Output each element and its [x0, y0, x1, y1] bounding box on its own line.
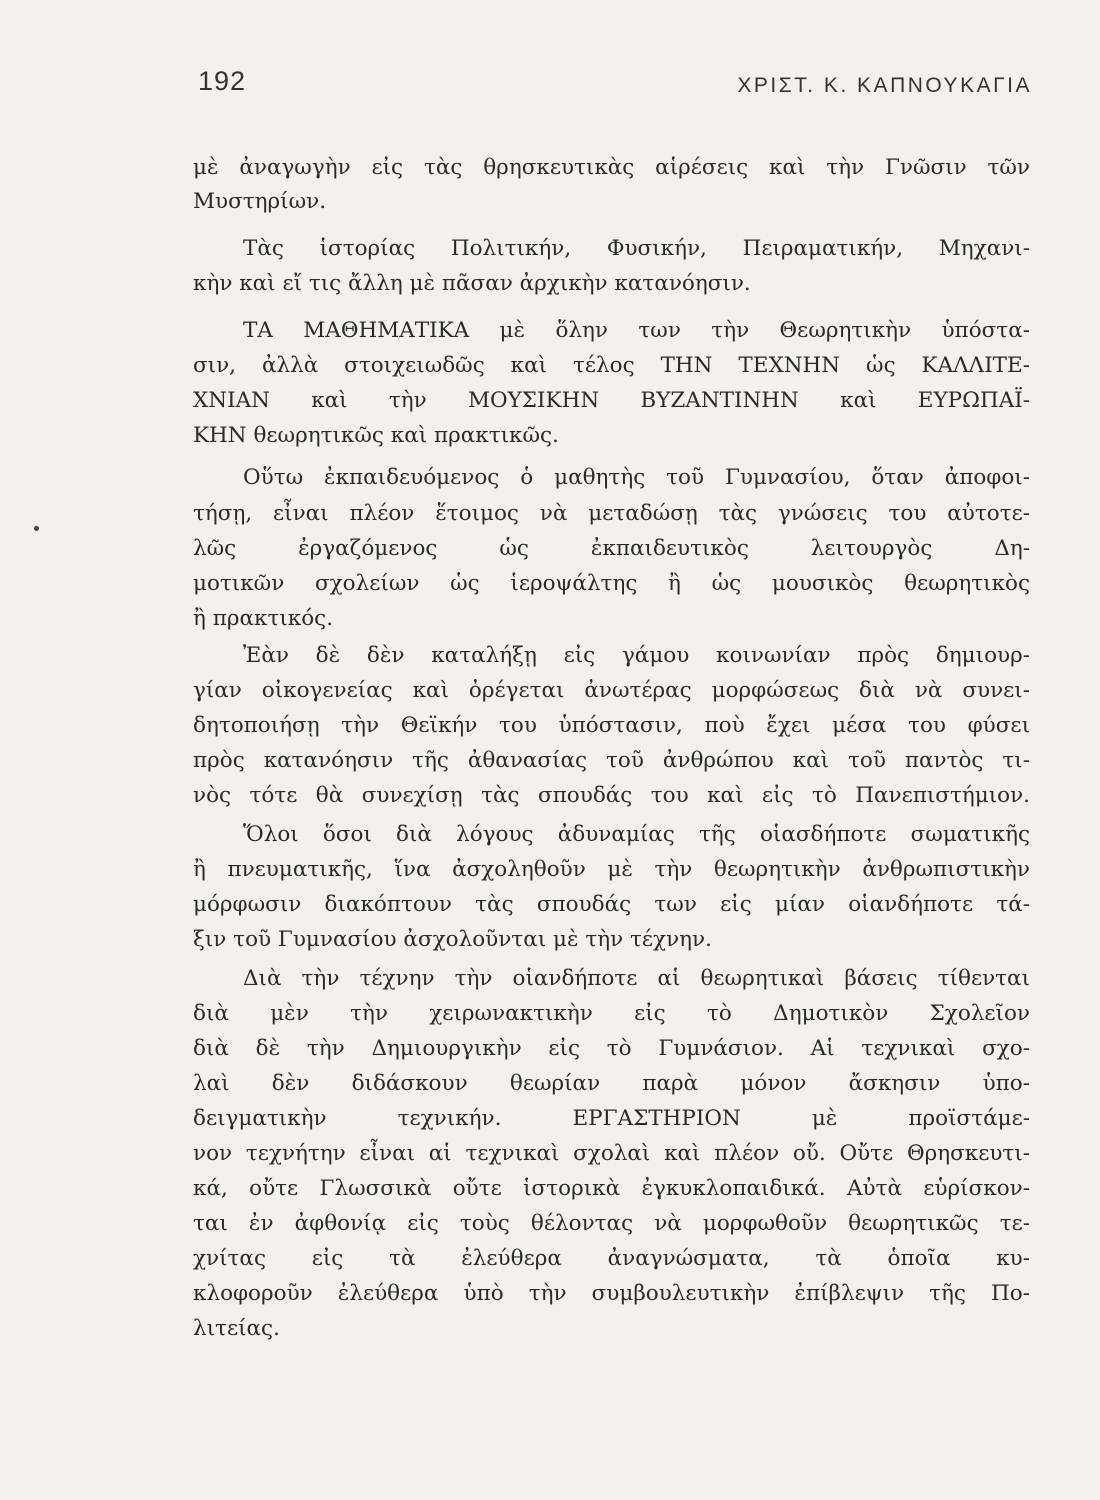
text-line: Τὰς ἱστορίας Πολιτικήν, Φυσικήν, Πειραματικήν, Μηχανι-: [243, 236, 1030, 261]
text-line: λαὶ δὲν διδάσκουν θεωρίαν παρὰ μόνον ἄσκησιν ὑπο-: [193, 1071, 1030, 1096]
text-line: μὲ ἀναγωγὴν εἰς τὰς θρησκευτικὰς αἱρέσεις καὶ τὴν Γνῶσιν τῶν: [193, 155, 1030, 180]
text-line: μοτικῶν σχολείων ὡς ἱεροψάλτης ἢ ὡς μουσικὸς θεωρητικὸς: [193, 571, 1030, 596]
text-line: διὰ μὲν τὴν χειρωνακτικὴν εἰς τὸ Δημοτικὸν Σχολεῖον: [193, 1001, 1030, 1026]
text-line: ξιν τοῦ Γυμνασίου ἀσχολοῦνται μὲ τὴν τέχνην.: [193, 927, 712, 952]
text-line: δητοποιήσῃ τὴν Θεϊκήν του ὑπόστασιν, ποὺ ἔχει μέσα του φύσει: [193, 713, 1030, 738]
text-line: ΚΗΝ θεωρητικῶς καὶ πρακτικῶς.: [193, 423, 559, 448]
text-line: διὰ δὲ τὴν Δημιουργικὴν εἰς τὸ Γυμνάσιον. Αἱ τεχνικαὶ σχο-: [193, 1036, 1030, 1061]
text-line: πρὸς κατανόησιν τῆς ἀθανασίας τοῦ ἀνθρώπου καὶ τοῦ παντὸς τι-: [193, 748, 1030, 773]
text-line: χνίτας εἰς τὰ ἐλεύθερα ἀναγνώσματα, τὰ ὁποῖα κυ-: [193, 1246, 1030, 1271]
text-line: Ὅλοι ὅσοι διὰ λόγους ἀδυναμίας τῆς οἱασδήποτε σωματικῆς: [243, 822, 1030, 847]
body-text: [193, 148, 1030, 1341]
text-line: ται ἐν ἀφθονίᾳ εἰς τοὺς θέλοντας νὰ μορφωθοῦν θεωρητικῶς τε-: [193, 1211, 1030, 1236]
text-line: νὸς τότε θὰ συνεχίσῃ τὰς σπουδάς του καὶ εἰς τὸ Πανεπιστήμιον.: [193, 783, 1030, 808]
text-line: γίαν οἰκογενείας καὶ ὀρέγεται ἀνωτέρας μορφώσεως διὰ νὰ συνει-: [193, 678, 1030, 703]
text-line: κὴν καὶ εἴ τις ἄλλη μὲ πᾶσαν ἀρχικὴν κατανόησιν.: [193, 271, 751, 296]
page-number: 192: [198, 66, 247, 96]
text-line: κά, οὔτε Γλωσσικὰ οὔτε ἱστορικὰ ἐγκυκλοπαιδικά. Αὐτὰ εὑρίσκον-: [193, 1176, 1030, 1201]
text-line: τήσῃ, εἶναι πλέον ἕτοιμος νὰ μεταδώσῃ τὰς γνώσεις του αὐτοτε-: [193, 501, 1030, 526]
text-line: Διὰ τὴν τέχνην τὴν οἱανδήποτε αἱ θεωρητικαὶ βάσεις τίθενται: [243, 966, 1030, 991]
text-line: δειγματικὴν τεχνικήν. ΕΡΓΑΣΤΗΡΙΟΝ μὲ προϊστάμε-: [193, 1106, 1030, 1131]
text-line: μόρφωσιν διακόπτουν τὰς σπουδάς των εἰς μίαν οἱανδήποτε τά-: [193, 892, 1030, 917]
text-line: Οὕτω ἐκπαιδευόμενος ὁ μαθητὴς τοῦ Γυμνασίου, ὅταν ἀποφοι-: [243, 465, 1030, 490]
text-line: ΧΝΙΑΝ καὶ τὴν ΜΟΥΣΙΚΗΝ ΒΥΖΑΝΤΙΝΗΝ καὶ ΕΥΡΩΠΑΪ-: [193, 388, 1030, 413]
margin-dot: [34, 526, 39, 531]
text-line: λιτείας.: [193, 1316, 280, 1341]
text-line: κλοφοροῦν ἐλεύθερα ὑπὸ τὴν συμβουλευτικὴν ἐπίβλεψιν τῆς Πο-: [193, 1281, 1030, 1306]
text-line: ἢ πνευματικῆς, ἵνα ἀσχοληθοῦν μὲ τὴν θεωρητικὴν ἀνθρωπιστικὴν: [193, 857, 1030, 882]
text-line: σιν, ἀλλὰ στοιχειωδῶς καὶ τέλος ΤΗΝ ΤΕΧΝΗΝ ὡς ΚΑΛΛΙΤΕ-: [193, 353, 1030, 378]
text-line: λῶς ἐργαζόμενος ὡς ἐκπαιδευτικὸς λειτουργὸς Δη-: [193, 536, 1030, 561]
text-line: νον τεχνήτην εἶναι αἱ τεχνικαὶ σχολαὶ καὶ πλέον οὔ. Οὔτε Θρησκευτι-: [193, 1141, 1030, 1166]
text-line: Μυστηρίων.: [193, 189, 327, 214]
text-line: Ἐὰν δὲ δὲν καταλήξῃ εἰς γάμου κοινωνίαν πρὸς δημιουρ-: [243, 643, 1030, 668]
text-line: ΤΑ ΜΑΘΗΜΑΤΙΚΑ μὲ ὅλην των τὴν Θεωρητικὴν ὑπόστα-: [243, 318, 1030, 343]
text-line: ἢ πρακτικός.: [193, 606, 334, 631]
running-head: ΧΡΙΣΤ. Κ. ΚΑΠΝΟΥΚΑΓΙΑ: [737, 74, 1032, 97]
